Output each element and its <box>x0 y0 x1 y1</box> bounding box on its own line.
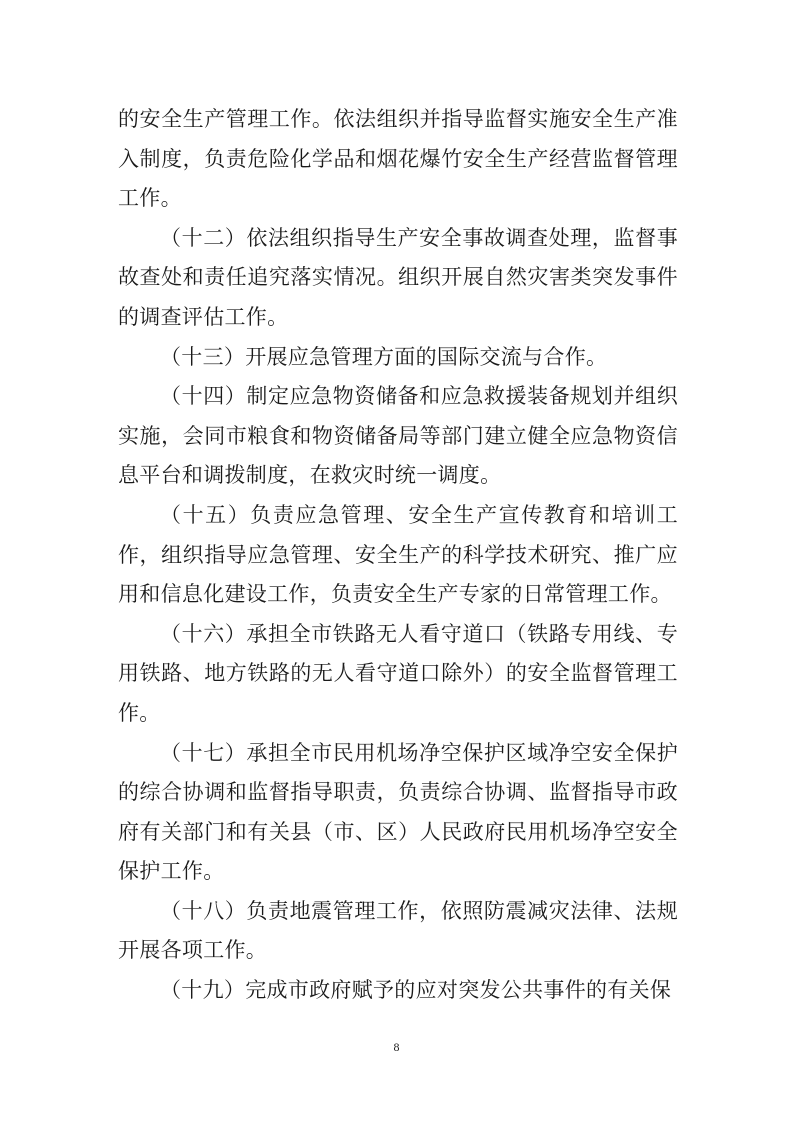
paragraph-item-12: （十二）依法组织指导生产安全事故调查处理，监督事故查处和责任追究落实情况。组织开展自然灾害类突发事件的调查评估工作。 <box>118 225 678 329</box>
paragraph-item-17: （十七）承担全市民用机场净空保护区域净空安全保护的综合协调和监督指导职责，负责综合协调、监督指导市政府有关部门和有关县（市、区）人民政府民用机场净空安全保护工作。 <box>118 740 678 884</box>
document-body <box>118 100 678 1011</box>
paragraph-item-14: （十四）制定应急物资储备和应急救援装备规划并组织实施，会同市粮食和物资储备局等部门建立健全应急物资信息平台和调拨制度，在救灾时统一调度。 <box>118 384 678 488</box>
paragraph-item-16: （十六）承担全市铁路无人看守道口（铁路专用线、专用铁路、地方铁路的无人看守道口除外）的安全监督管理工作。 <box>118 621 678 725</box>
paragraph-item-13: （十三）开展应急管理方面的国际交流与合作。 <box>160 344 608 369</box>
paragraph-item-15: （十五）负责应急管理、安全生产宣传教育和培训工作，组织指导应急管理、安全生产的科学技术研究、推广应用和信息化建设工作，负责安全生产专家的日常管理工作。 <box>118 502 678 607</box>
paragraph-continuation: 的安全生产管理工作。依法组织并指导监督实施安全生产准入制度，负责危险化学品和烟花爆竹安全生产经营监督管理工作。 <box>118 107 678 211</box>
page-number: 8 <box>393 1040 400 1054</box>
paragraph-item-19: （十九）完成市政府赋予的应对突发公共事件的有关保 <box>160 978 672 1003</box>
paragraph-item-18: （十八）负责地震管理工作，依照防震减灾法律、法规开展各项工作。 <box>118 898 678 963</box>
